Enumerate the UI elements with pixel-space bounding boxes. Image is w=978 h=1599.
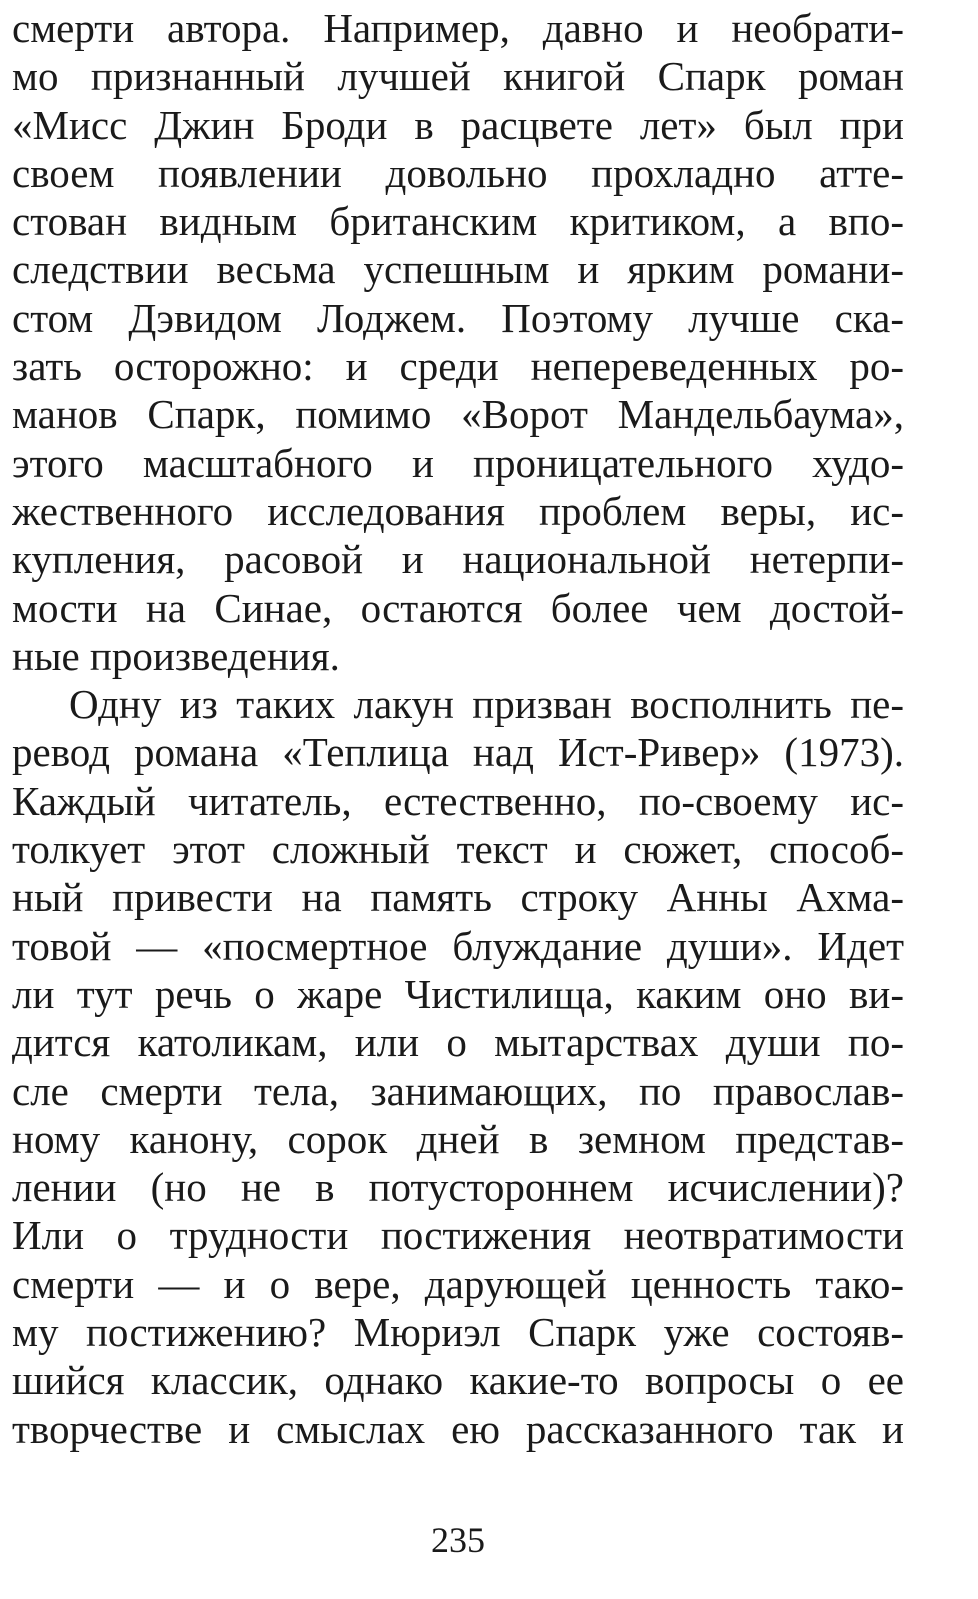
body-text bbox=[12, 4, 904, 1453]
text-line: ному канону, сорок дней в земном представ- bbox=[12, 1115, 904, 1162]
text-line: смерти автора. Например, давно и необрати- bbox=[12, 5, 904, 51]
text-line: сле смерти тела, занимающих, по православ- bbox=[12, 1067, 904, 1114]
text-line: Каждый читатель, естественно, по-своему ис- bbox=[12, 777, 904, 824]
paragraph bbox=[12, 4, 904, 680]
text-line: этого масштабного и проницательного худо- bbox=[12, 439, 904, 486]
text-line: своем появлении довольно прохладно атте- bbox=[12, 149, 904, 196]
text-line: мости на Синае, остаются более чем достой- bbox=[12, 584, 904, 631]
text-line: ные произведения. bbox=[12, 632, 340, 679]
text-line: дится католикам, или о мытарствах души по- bbox=[12, 1019, 904, 1066]
text-line: му постижению? Мюриэл Спарк уже состояв- bbox=[12, 1309, 904, 1356]
text-line: товой — «посмертное блуждание души». Идет bbox=[12, 922, 904, 969]
text-line: ли тут речь о жаре Чистилища, каким оно ви- bbox=[12, 970, 904, 1017]
paragraph bbox=[12, 680, 904, 1453]
text-line: «Мисс Джин Броди в расцвете лет» был при bbox=[12, 101, 904, 148]
text-line: стован видным британским критиком, а впо- bbox=[12, 198, 904, 245]
text-line: творчестве и смыслах ею рассказанного так и bbox=[12, 1405, 904, 1452]
text-line: манов Спарк, помимо «Ворот Мандельбаума», bbox=[12, 391, 904, 438]
text-line: следствии весьма успешным и ярким романи- bbox=[12, 246, 904, 293]
text-line: смерти — и о вере, дарующей ценность тако- bbox=[12, 1260, 904, 1307]
text-line: мо признанный лучшей книгой Спарк роман bbox=[12, 53, 904, 100]
text-line: стом Дэвидом Лоджем. Поэтому лучше ска- bbox=[12, 294, 904, 341]
text-line: толкует этот сложный текст и сюжет, способ- bbox=[12, 826, 904, 873]
text-line: ревод романа «Теплица над Ист-Ривер» (1973). bbox=[12, 729, 904, 776]
text-line: купления, расовой и национальной нетерпи- bbox=[12, 536, 904, 583]
page-number: 235 bbox=[431, 1520, 485, 1560]
text-line: ный привести на память строку Анны Ахма- bbox=[12, 874, 904, 921]
text-line: лении (но не в потустороннем исчислении)? bbox=[12, 1164, 904, 1211]
text-line: жественного исследования проблем веры, ис- bbox=[12, 487, 904, 534]
text-line: Или о трудности постижения неотвратимости bbox=[12, 1212, 904, 1259]
book-page bbox=[12, 0, 904, 1599]
text-line: зать осторожно: и среди непереведенных ро- bbox=[12, 343, 904, 390]
text-line: шийся классик, однако какие-то вопросы о ее bbox=[12, 1357, 904, 1404]
text-line: Одну из таких лакун призван восполнить пе- bbox=[69, 681, 904, 728]
